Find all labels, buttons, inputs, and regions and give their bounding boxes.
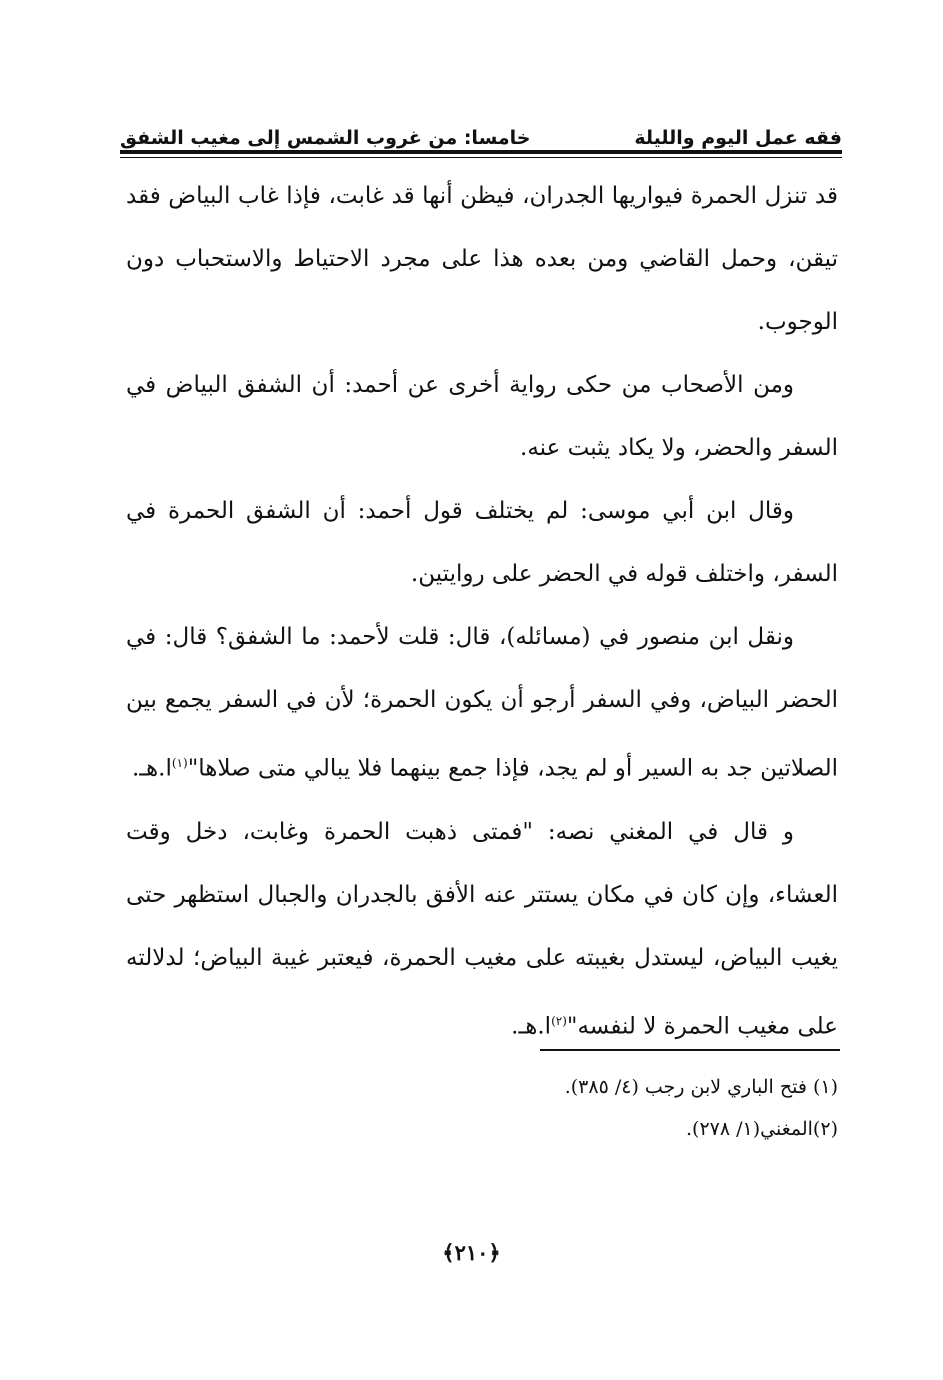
paragraph-2: ومن الأصحاب من حكى رواية أخرى عن أحمد: أن الشفق البياض في السفر والحضر، ولا يكاد يثبت عنه. [126,372,838,461]
paragraph-4 [126,606,838,801]
running-header [120,120,842,150]
header-rule-thick [120,150,842,154]
footnote-1: (١) فتح الباري لابن رجب (٤/ ٣٨٥). [564,1076,838,1098]
paragraph-5 [126,801,838,1059]
paragraph-3: وقال ابن أبي موسى: لم يختلف قول أحمد: أن الشفق الحمرة في السفر، واختلف قوله في الحضر على روايتين. [126,498,838,587]
body-text [126,165,838,1058]
footnote-ref-2: (٢) [551,1013,567,1028]
book-title: فقه عمل اليوم والليلة [634,127,842,149]
footnote-separator [540,1049,840,1051]
paragraph-4-ending: ا.هـ. [131,755,172,782]
chapter-title: خامسا: من غروب الشمس إلى مغيب الشفق [120,127,531,149]
footnotes [126,1066,838,1150]
footnote-ref-1: (١) [171,756,188,770]
footnote-2: (٢)المغني(١/ ٢٧٨). [685,1118,838,1140]
paragraph-5-text: و قال في المغني نصه: "فمتى ذهبت الحمرة وغابت، دخل وقت العشاء، وإن كان في مكان يستتر عنه الأفق بالجدران والجبال استظهر حتى يغيب البياض، ليستدل بغيبته على مغيب الحمرة، فيعتبر غيبة البياض؛ لدلالته على مغيب الحمرة لا لنفسه" [126,818,838,1040]
paragraph-5-ending: ا.هـ. [511,1013,552,1040]
header-rule-thin [120,157,842,158]
paragraph-4-text: ونقل ابن منصور في (مسائله)، قال: قلت لأحمد: ما الشفق؟ قال: في الحضر البياض، وفي السفر أرجو أن يكون الحمرة؛ لأن في السفر يجمع بين الصلاتين جد به السير أو لم يجد، فإذا جمع بينهما فلا يبالي متى صلاها" [126,624,838,782]
paragraph-1: قد تنزل الحمرة فيواريها الجدران، فيظن أنها قد غابت، فإذا غاب البياض فقد تيقن، وحمل القاضي ومن بعده هذا على مجرد الاحتياط والاستحباب دون الوجوب. [126,183,838,335]
page-number: ﴿٢١٠﴾ [442,1240,501,1265]
